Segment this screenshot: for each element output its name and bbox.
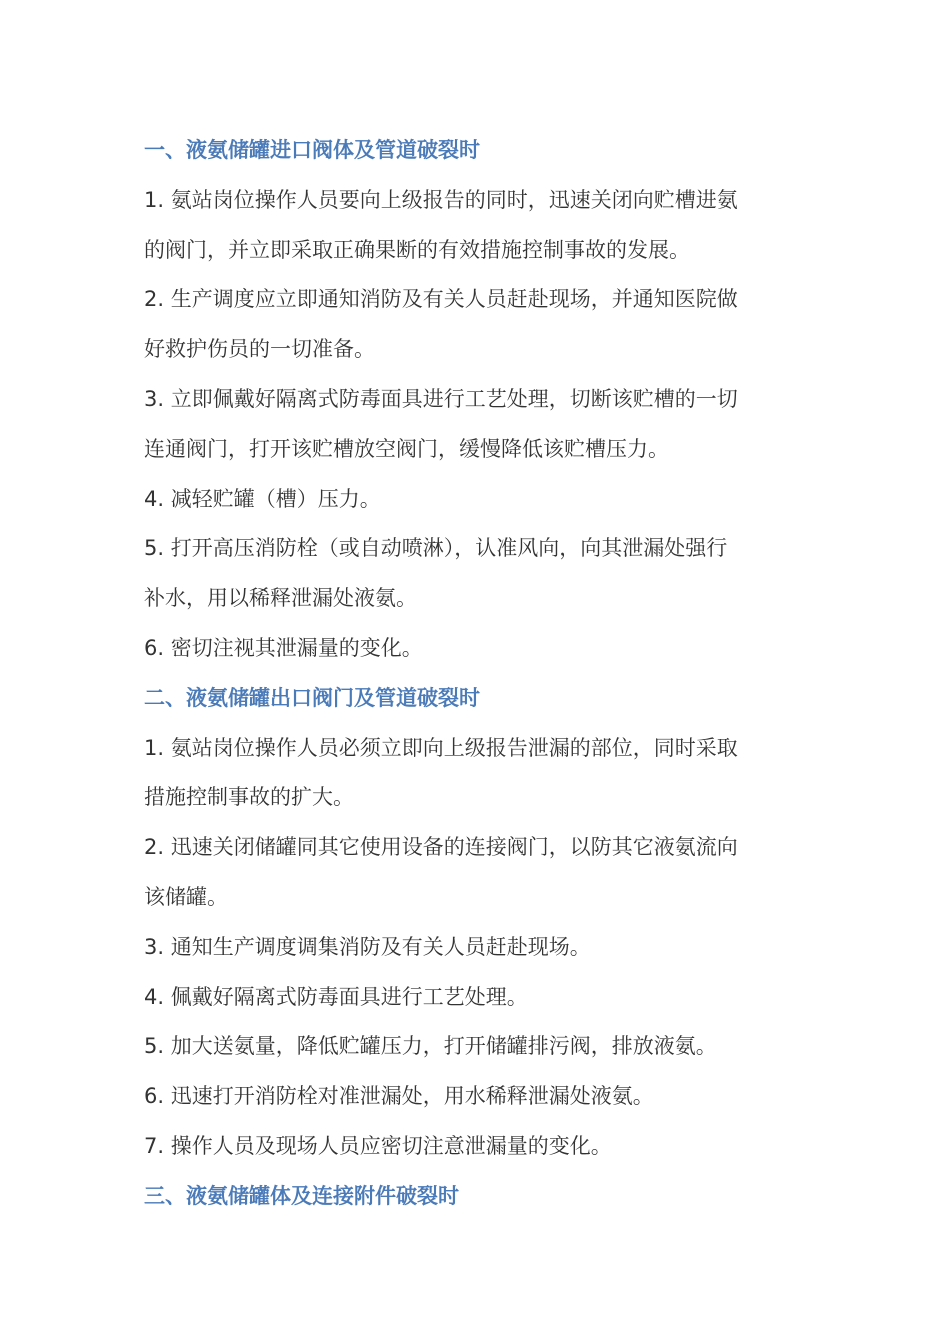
section-1-line-3: 2. 生产调度应立即通知消防及有关人员赶赴现场，并通知医院做 <box>144 287 738 312</box>
section-1-line-7: 4. 减轻贮罐（槽）压力。 <box>144 486 381 511</box>
section-2-line-4: 该储罐。 <box>144 884 228 909</box>
section-2-line-2: 措施控制事故的扩大。 <box>144 785 354 810</box>
section-1-line-8: 5. 打开高压消防栓（或自动喷淋），认准风向，向其泄漏处强行 <box>144 536 728 561</box>
section-2-line-1: 1. 氨站岗位操作人员必须立即向上级报告泄漏的部位，同时采取 <box>144 735 738 760</box>
section-1-heading: 一、液氨储罐进口阀体及管道破裂时 <box>144 138 480 162</box>
section-1-line-6: 连通阀门，打开该贮槽放空阀门，缓慢降低该贮槽压力。 <box>144 436 669 461</box>
section-2-line-6: 4. 佩戴好隔离式防毒面具进行工艺处理。 <box>144 984 528 1009</box>
section-2-line-9: 7. 操作人员及现场人员应密切注意泄漏量的变化。 <box>144 1133 612 1158</box>
section-1-line-4: 好救护伤员的一切准备。 <box>144 337 375 362</box>
section-2-line-7: 5. 加大送氨量，降低贮罐压力，打开储罐排污阀，排放液氨。 <box>144 1034 717 1059</box>
section-1-line-5: 3. 立即佩戴好隔离式防毒面具进行工艺处理，切断该贮槽的一切 <box>144 386 738 411</box>
section-1-line-10: 6. 密切注视其泄漏量的变化。 <box>144 635 423 660</box>
section-2-line-5: 3. 通知生产调度调集消防及有关人员赶赴现场。 <box>144 934 591 959</box>
section-1-line-2: 的阀门，并立即采取正确果断的有效措施控制事故的发展。 <box>144 237 690 262</box>
document-body <box>144 126 814 1222</box>
section-2-heading: 二、液氨储罐出口阀门及管道破裂时 <box>144 685 480 710</box>
section-2-line-3: 2. 迅速关闭储罐同其它使用设备的连接阀门，以防其它液氨流向 <box>144 835 738 860</box>
section-1-line-1: 1. 氨站岗位操作人员要向上级报告的同时，迅速关闭向贮槽进氨 <box>144 187 738 212</box>
section-3-heading: 三、液氨储罐体及连接附件破裂时 <box>144 1183 459 1208</box>
section-1-line-9: 补水，用以稀释泄漏处液氨。 <box>144 586 417 611</box>
section-2-line-8: 6. 迅速打开消防栓对准泄漏处，用水稀释泄漏处液氨。 <box>144 1084 654 1109</box>
